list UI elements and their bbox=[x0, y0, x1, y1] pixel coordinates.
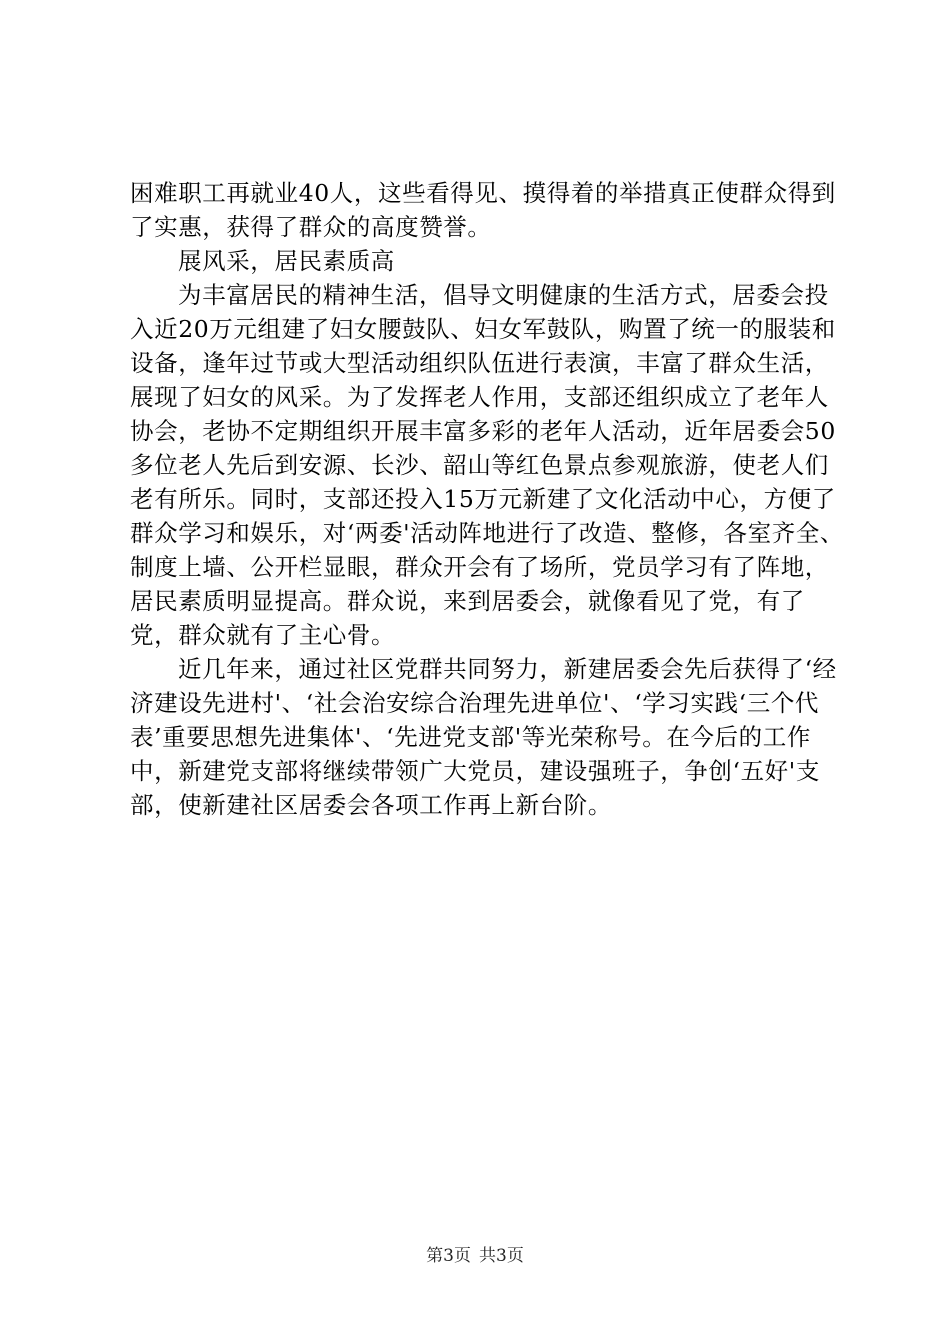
document-body bbox=[130, 176, 850, 822]
page-total: 共3页 bbox=[479, 1246, 524, 1266]
paragraph-residents-quality: 为丰富居民的精神生活，倡导文明健康的生活方式，居委会投入近20万元组建了妇女腰鼓队、妇女军鼓队，购置了统一的服装和设备，逢年过节或大型活动组织队伍进行表演，丰富了群众生活，展现了妇女的风采。为了发挥老人作用，支部还组织成立了老年人协会，老协不定期组织开展丰富多彩的老年人活动，近年居委会50多位老人先后到安源、长沙、韶山等红色景点参观旅游，使老人们老有所乐。同时，支部还投入15万元新建了文化活动中心，方便了群众学习和娱乐，对‘两委'活动阵地进行了改造、整修，各室齐全、制度上墙、公开栏显眼，群众开会有了场所，党员学习有了阵地，居民素质明显提高。群众说，来到居委会，就像看见了党，有了党，群众就有了主心骨。 bbox=[130, 281, 845, 649]
page-footer bbox=[0, 1245, 950, 1267]
paragraph-continuation: 困难职工再就业40人，这些看得见、摸得着的举措真正使群众得到了实惠，获得了群众的高度赞誉。 bbox=[130, 179, 836, 241]
section-heading: 展风采，居民素质高 bbox=[178, 247, 395, 275]
paragraph-achievements: 近几年来，通过社区党群共同努力，新建居委会先后获得了‘经济建设先进村'、‘社会治安综合治理先进单位'、‘学习实践‘三个代表’重要思想先进集体'、‘先进党支部'等光荣称号。在今后的工作中，新建党支部将继续带领广大党员，建设强班子，争创‘五好'支部，使新建社区居委会各项工作再上新台阶。 bbox=[130, 655, 837, 819]
page-number: 第3页 bbox=[426, 1246, 471, 1266]
